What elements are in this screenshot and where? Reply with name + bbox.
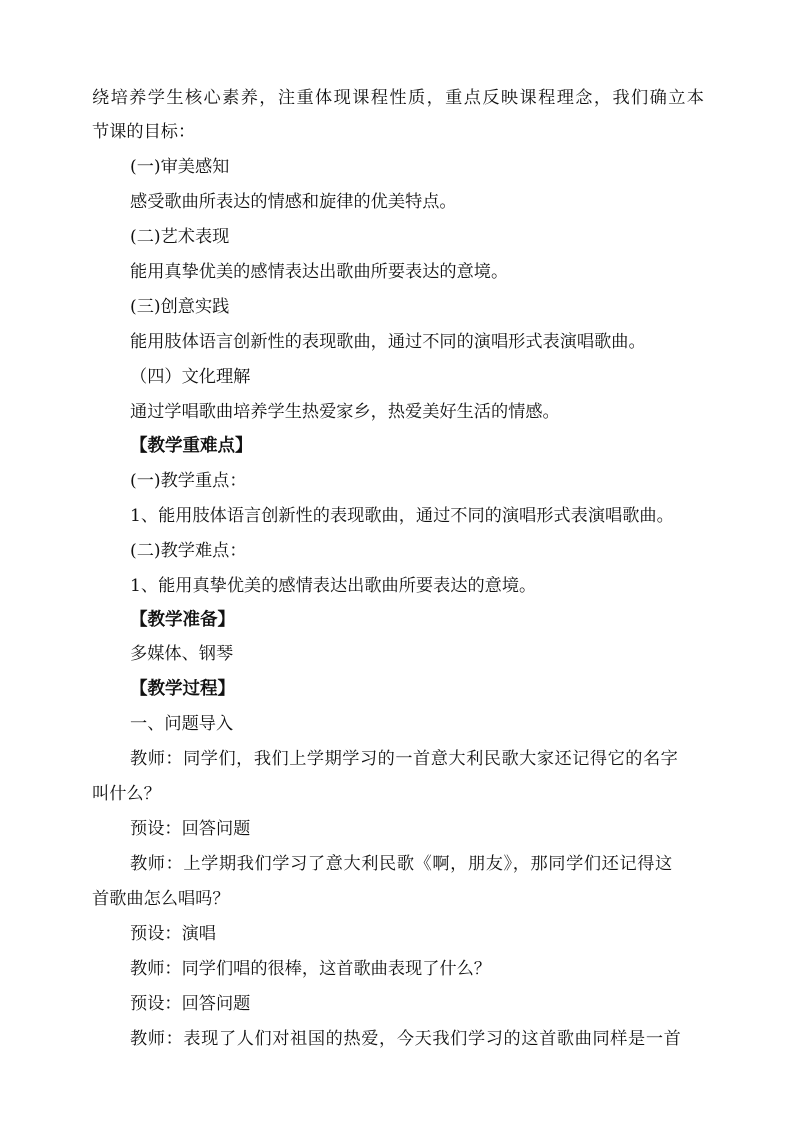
text-line: 预设：回答问题 <box>130 819 251 839</box>
bold-heading: 【教学准备】 <box>130 610 235 630</box>
text-line: 叫什么？ <box>92 784 161 804</box>
text-line: 感受歌曲所表达的情感和旋律的优美特点。 <box>130 192 457 212</box>
text-line: 1、能用肢体语言创新性的表现歌曲，通过不同的演唱形式表演唱歌曲。 <box>130 506 674 526</box>
bold-heading: 【教学重难点】 <box>130 436 253 456</box>
text-line: 教师：表现了人们对祖国的热爱，今天我们学习的这首歌曲同样是一首 <box>130 1029 682 1049</box>
section-heading: 一、问题导入 <box>130 714 234 734</box>
section-heading: （四）文化理解 <box>130 367 251 387</box>
text-line: 能用肢体语言创新性的表现歌曲，通过不同的演唱形式表演唱歌曲。 <box>130 332 646 352</box>
bold-heading: 【教学过程】 <box>130 679 235 699</box>
text-line: 预设：回答问题 <box>130 994 251 1014</box>
text-line: 多媒体、钢琴 <box>130 644 234 664</box>
text-line: 1、能用真挚优美的感情表达出歌曲所要表达的意境。 <box>130 576 537 596</box>
section-heading: (三)创意实践 <box>130 297 230 317</box>
section-heading: (一)教学重点： <box>130 471 247 491</box>
text-line: 教师：上学期我们学习了意大利民歌《啊，朋友》，那同学们还记得这 <box>130 854 673 874</box>
text-line: 预设：演唱 <box>130 924 216 944</box>
text-line: 绕培养学生核心素养，注重体现课程性质，重点反映课程理念，我们确立本 <box>92 88 706 108</box>
text-line: 首歌曲怎么唱吗？ <box>92 889 230 909</box>
section-heading: (二)艺术表现 <box>130 227 230 247</box>
text-line: 教师：同学们，我们上学期学习的一首意大利民歌大家还记得它的名字 <box>130 749 679 769</box>
text-line: 节课的目标： <box>92 122 196 142</box>
section-heading: (一)审美感知 <box>130 157 230 177</box>
text-line: 通过学唱歌曲培养学生热爱家乡，热爱美好生活的情感。 <box>130 402 560 422</box>
text-line: 能用真挚优美的感情表达出歌曲所要表达的意境。 <box>130 262 509 282</box>
section-heading: (二)教学难点： <box>130 541 247 561</box>
text-line: 教师：同学们唱的很棒，这首歌曲表现了什么？ <box>130 959 491 979</box>
